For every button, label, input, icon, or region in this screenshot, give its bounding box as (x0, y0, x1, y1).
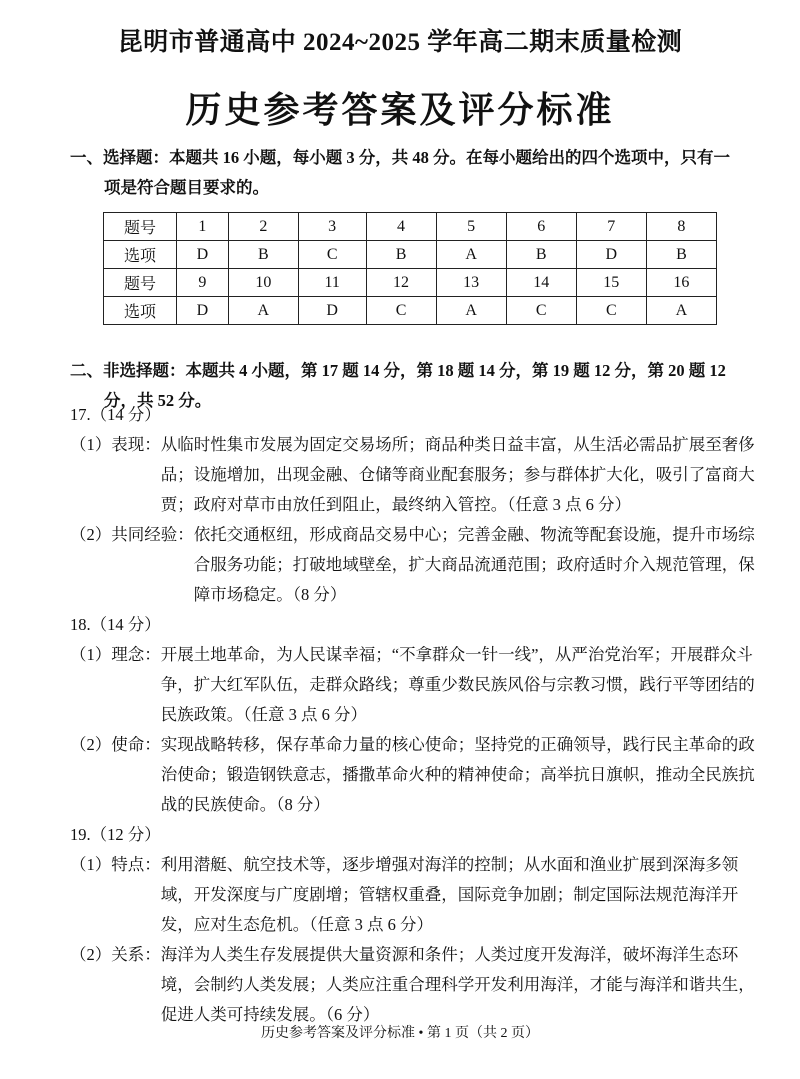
table-cell: 14 (506, 269, 576, 297)
answer-item (70, 730, 770, 820)
table-cell: 2 (228, 213, 298, 241)
table-cell: 15 (576, 269, 646, 297)
table-cell: 13 (436, 269, 506, 297)
table-cell: 9 (177, 269, 229, 297)
table-cell: 8 (646, 213, 716, 241)
table-row (104, 213, 717, 241)
answer-label: （2）关系： (70, 945, 161, 964)
answer-text: 从临时性集市发展为固定交易场所；商品种类日益丰富，从生活必需品扩展至奢侈品；设施增加，出现金融、仓储等商业配套服务；参与群体扩大化，吸引了富商大贾；政府对草市由放任到阻止，最终纳入管控。（任意 3 点 6 分） (160, 435, 755, 514)
answer-label: （2）共同经验： (70, 525, 194, 544)
section-1-line-2: 项是符合题目要求的。 (104, 178, 269, 197)
table-cell: 5 (436, 213, 506, 241)
question-heading: 17.（14 分） (70, 405, 161, 424)
table-cell: A (436, 241, 506, 269)
table-cell: 4 (366, 213, 436, 241)
answer-label: （1）特点： (70, 855, 161, 874)
table-cell: B (646, 241, 716, 269)
answer-label: （1）理念： (70, 645, 161, 664)
table-cell: B (506, 241, 576, 269)
table-cell: 7 (576, 213, 646, 241)
answer-item (70, 640, 770, 730)
table-cell: C (576, 297, 646, 325)
table-cell: 1 (177, 213, 229, 241)
table-cell: B (228, 241, 298, 269)
section-1-heading (70, 143, 762, 203)
answer-table (103, 212, 717, 325)
table-row (104, 241, 717, 269)
table-cell: 6 (506, 213, 576, 241)
table-cell: 11 (298, 269, 366, 297)
document-subtitle: 历史参考答案及评分标准 (185, 90, 615, 130)
row-header: 题号 (104, 269, 177, 297)
answers-body (70, 400, 770, 1030)
answer-item (70, 520, 770, 610)
exam-title: 昆明市普通高中 2024~2025 学年高二期末质量检测 (117, 29, 683, 56)
row-header: 选项 (104, 297, 177, 325)
table-cell: C (506, 297, 576, 325)
answer-text: 依托交通枢纽，形成商品交易中心；完善金融、物流等配套设施，提升市场综合服务功能；打破地域壁垒，扩大商品流通范围；政府适时介入规范管理，保障市场稳定。（8 分） (193, 525, 755, 604)
table-cell: C (366, 297, 436, 325)
table-cell: 3 (298, 213, 366, 241)
answer-text: 海洋为人类生存发展提供大量资源和条件；人类过度开发海洋，破坏海洋生态环境，会制约人类发展；人类应注重合理科学开发利用海洋，才能与海洋和谐共生，促进人类可持续发展。（6 分） (160, 945, 755, 1024)
table-row (104, 269, 717, 297)
answer-item (70, 430, 770, 520)
row-header: 题号 (104, 213, 177, 241)
question-heading: 19.（12 分） (70, 825, 161, 844)
table-cell: B (366, 241, 436, 269)
section-2-line-1: 二、非选择题：本题共 4 小题，第 17 题 14 分，第 18 题 14 分，第 19 题 12 分，第 20 题 12 (70, 361, 726, 380)
question-heading: 18.（14 分） (70, 615, 161, 634)
table-cell: 12 (366, 269, 436, 297)
table-cell: D (177, 241, 229, 269)
answer-item (70, 850, 770, 940)
table-cell: D (298, 297, 366, 325)
answer-text: 实现战略转移，保存革命力量的核心使命；坚持党的正确领导，践行民主革命的政治使命；锻造钢铁意志，播撒革命火种的精神使命；高举抗日旗帜，推动全民族抗战的民族使命。（8 分） (160, 735, 755, 814)
table-cell: 10 (228, 269, 298, 297)
answer-text: 开展土地革命，为人民谋幸福；“不拿群众一针一线”，从严治党治军；开展群众斗争，扩大红军队伍，走群众路线；尊重少数民族风俗与宗教习惯，践行平等团结的民族政策。（任意 3 点 6 分） (160, 645, 755, 724)
table-cell: 16 (646, 269, 716, 297)
answer-item (70, 940, 770, 1030)
table-cell: D (177, 297, 229, 325)
answer-label: （2）使命： (70, 735, 161, 754)
page-footer: 历史参考答案及评分标准 • 第 1 页（共 2 页） (261, 1026, 539, 1041)
table-cell: A (228, 297, 298, 325)
answer-label: （1）表现： (70, 435, 161, 454)
section-1-line-1: 一、选择题：本题共 16 小题，每小题 3 分，共 48 分。在每小题给出的四个选项中，只有一 (70, 148, 730, 167)
table-cell: A (436, 297, 506, 325)
table-row (104, 297, 717, 325)
answer-text: 利用潜艇、航空技术等，逐步增强对海洋的控制；从水面和渔业扩展到深海多领域，开发深度与广度剧增；管辖权重叠，国际竞争加剧；制定国际法规范海洋开发，应对生态危机。（任意 3 点 6 分） (160, 855, 739, 934)
row-header: 选项 (104, 241, 177, 269)
table-cell: A (646, 297, 716, 325)
table-cell: C (298, 241, 366, 269)
section-2-line-2: 分，共 52 分。 (104, 391, 212, 410)
table-cell: D (576, 241, 646, 269)
